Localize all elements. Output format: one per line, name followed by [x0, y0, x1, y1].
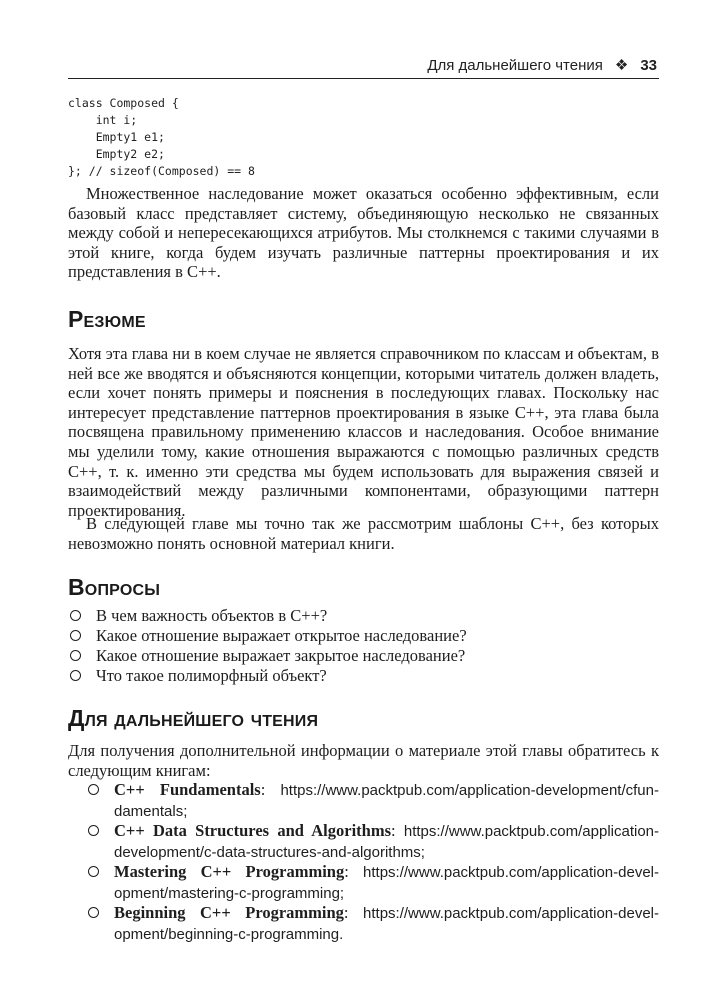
code-line: class Composed { — [68, 96, 179, 110]
circle-bullet-icon — [88, 784, 99, 795]
code-line: Empty2 e2; — [68, 147, 165, 161]
code-line: int i; — [68, 113, 138, 127]
circle-bullet-icon — [70, 630, 81, 641]
list-item: C++ Data Structures and Algorithms: https://www.packtpub.com/application-development/c-data-structures-and-algorithms; — [68, 821, 659, 862]
circle-bullet-icon — [70, 610, 81, 621]
header-right — [427, 56, 657, 74]
header-section-title: Для дальнейшего чтения — [427, 56, 603, 74]
book-title: Mastering C++ Programming — [114, 862, 345, 881]
book-link[interactable]: https://www.packtpub.com/application-development/beginning-c-programming. — [114, 905, 659, 943]
question-text: Какое отношение выражает открытое наследование? — [96, 626, 467, 645]
page-number: 33 — [640, 56, 657, 74]
diamond-ornament-icon: ❖ — [614, 57, 629, 74]
code-listing — [68, 95, 255, 180]
questions-heading: Вопросы — [68, 574, 161, 600]
summary-heading: Резюме — [68, 306, 146, 332]
circle-bullet-icon — [88, 825, 99, 836]
book-link[interactable]: https://www.packtpub.com/application-development/cfundamentals; — [114, 782, 659, 820]
questions-list — [68, 606, 659, 686]
body-paragraph: Множественное наследование может оказаться особенно эффективным, если базовый класс представляет систему, объединяющую несколько не связанных между собой и непересекающихся атрибутов. Мы столкнемся с такими случаями в этой книге, когда будем изучать различные паттерны проектирования и их представления в C++. — [68, 184, 659, 282]
book-title: Beginning C++ Programming — [114, 903, 344, 922]
running-header — [68, 56, 659, 79]
further-reading-intro: Для получения дополнительной информации о материале этой главы обратитесь к следующим книгам: — [68, 741, 659, 780]
list-item: Mastering C++ Programming: https://www.packtpub.com/application-development/mastering-c-programming; — [68, 862, 659, 903]
question-text: Что такое полиморфный объект? — [96, 666, 327, 685]
book-list — [68, 780, 659, 944]
list-item — [68, 646, 659, 666]
list-item — [68, 626, 659, 646]
question-text: В чем важность объектов в C++? — [96, 606, 328, 625]
book-title: C++ Data Structures and Algorithms — [114, 821, 392, 840]
circle-bullet-icon — [70, 650, 81, 661]
book-title: C++ Fundamentals — [114, 780, 261, 799]
code-line: Empty1 e1; — [68, 130, 165, 144]
book-link[interactable]: https://www.packtpub.com/application-development/mastering-c-programming; — [114, 864, 659, 902]
further-reading-heading: Для дальнейшего чтения — [68, 705, 319, 731]
list-item — [68, 666, 659, 686]
circle-bullet-icon — [70, 670, 81, 681]
circle-bullet-icon — [88, 907, 99, 918]
summary-paragraph: В следующей главе мы точно так же рассмотрим шаблоны C++, без которых невозможно понять основной материал книги. — [68, 514, 659, 553]
list-item — [68, 606, 659, 626]
code-line: }; // sizeof(Composed) == 8 — [68, 164, 255, 178]
circle-bullet-icon — [88, 866, 99, 877]
summary-paragraph: Хотя эта глава ни в коем случае не является справочником по классам и объектам, в ней все же вводятся и объясняются концепции, которыми читатель должен владеть, если хочет понять примеры и пояснения в последующих главах. Поскольку нас интересует представление паттернов проектирования в языке C++, эта глава была посвящена правильному применению классов и наследования. Особое внимание мы уделили тому, какие отношения выражаются с помощью различных средств C++, т. к. именно эти средства мы будем использовать для выражения связей и взаимодействий между различными компонентами, образующими паттерн проектирования. — [68, 344, 659, 520]
book-link[interactable]: https://www.packtpub.com/application-development/c-data-structures-and-algorithms; — [114, 823, 659, 861]
question-text: Какое отношение выражает закрытое наследование? — [96, 646, 466, 665]
list-item: C++ Fundamentals: https://www.packtpub.com/application-development/cfundamentals; — [68, 780, 659, 821]
book-page — [68, 0, 659, 1000]
list-item: Beginning C++ Programming: https://www.packtpub.com/application-development/beginning-c-programming. — [68, 903, 659, 944]
